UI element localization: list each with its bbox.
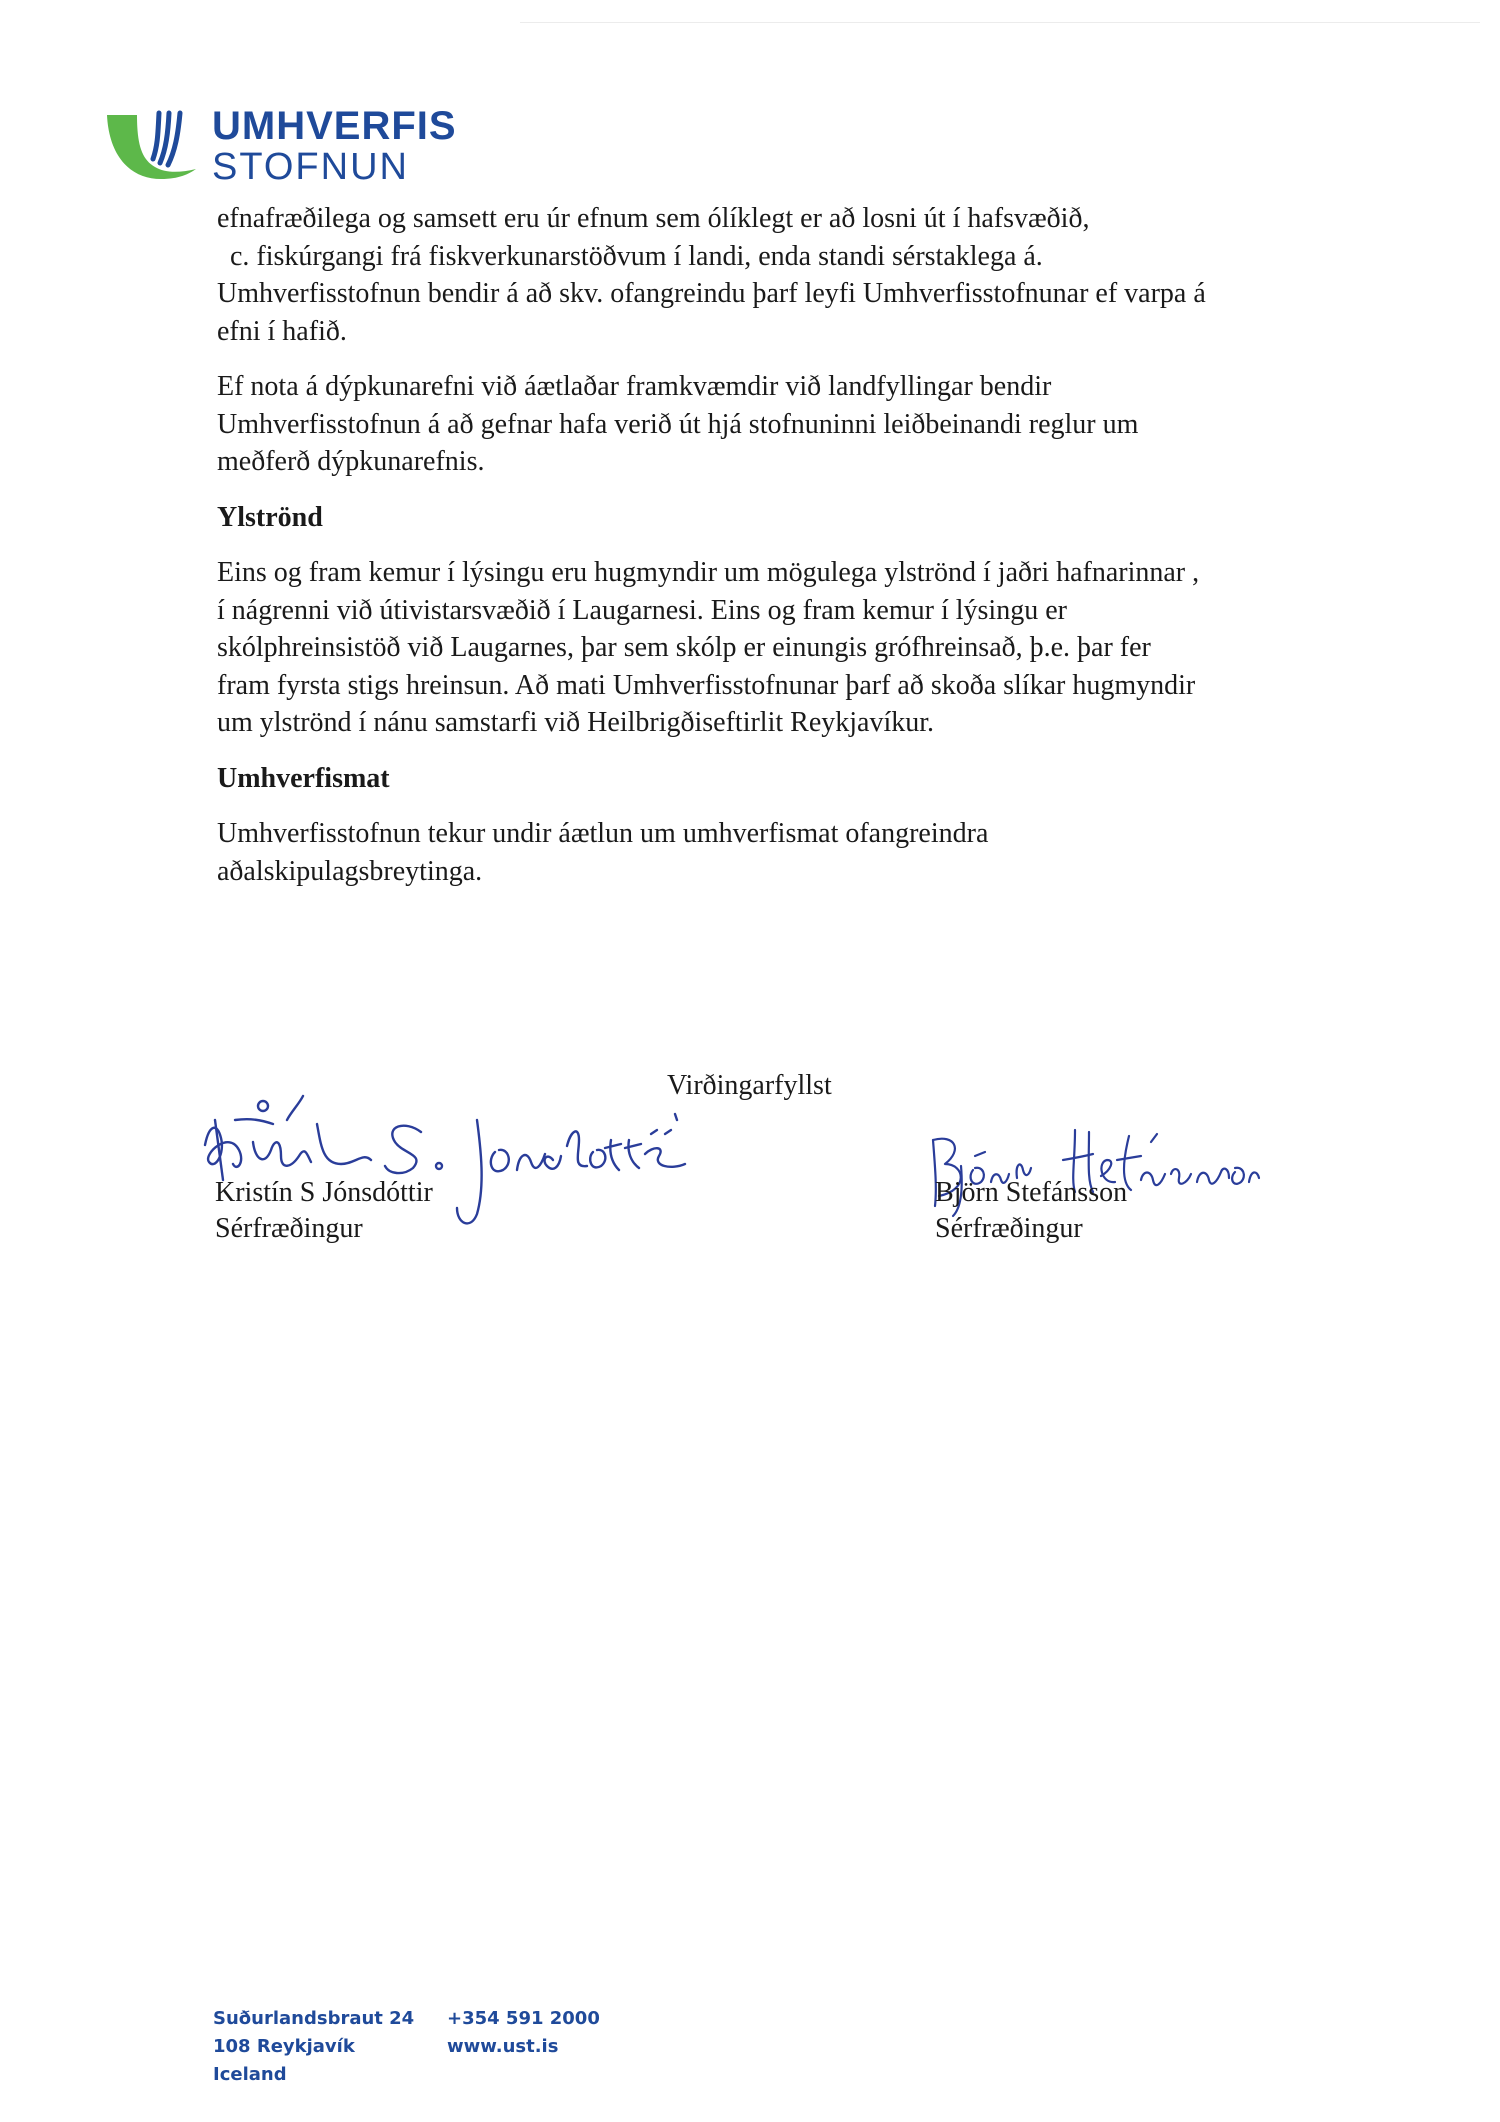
footer-contact xyxy=(447,2005,600,2061)
closing-salutation: Virðingarfyllst xyxy=(667,1070,832,1101)
logo-line-2: STOFNUN xyxy=(212,146,409,188)
scan-edge-line xyxy=(520,22,1480,23)
footer-address-line: Iceland xyxy=(213,2064,287,2085)
logo-mark-icon xyxy=(105,105,210,185)
signatory-1-title: Sérfræðingur xyxy=(215,1213,363,1244)
body-line: Ef nota á dýpkunarefni við áætlaðar framkvæmdir við landfyllingar bendir xyxy=(217,371,1052,402)
body-line: efni í hafið. xyxy=(217,315,347,347)
body-line: um ylströnd í nánu samstarfi við Heilbrigðiseftirlit Reykjavíkur. xyxy=(217,707,935,738)
signatory-1-name: Kristín S Jónsdóttir xyxy=(215,1177,433,1208)
section-heading-umhverfismat: Umhverfismat xyxy=(217,762,390,794)
signatory-2-title: Sérfræðingur xyxy=(935,1213,1083,1244)
body-line: Umhverfisstofnun bendir á að skv. ofangreindu þarf leyfi Umhverfisstofnunar ef varpa á xyxy=(217,278,1206,309)
footer-address-line: 108 Reykjavík xyxy=(213,2036,355,2057)
logo xyxy=(105,104,457,188)
body-line: meðferð dýpkunarefnis. xyxy=(217,446,485,477)
section-heading-ylstrond: Ylströnd xyxy=(217,501,323,533)
logo-line-1: UMHVERFIS xyxy=(212,104,457,148)
footer-phone: +354 591 2000 xyxy=(447,2008,600,2029)
body-line: skólphreinsistöð við Laugarnes, þar sem skólp er einungis grófhreinsað, þ.e. þar fer xyxy=(217,632,1151,663)
body-line: í nágrenni við útivistarsvæðið í Laugarnesi. Eins og fram kemur í lýsingu er xyxy=(217,594,1067,626)
footer-website-link[interactable]: www.ust.is xyxy=(447,2036,559,2057)
footer-address xyxy=(213,2005,414,2089)
body-line: fram fyrsta stigs hreinsun. Að mati Umhverfisstofnunar þarf að skoða slíkar hugmyndir xyxy=(217,669,1196,701)
body-line: Umhverfisstofnun á að gefnar hafa verið út hjá stofnuninni leiðbeinandi reglur um xyxy=(217,408,1139,440)
letter-body xyxy=(217,200,1327,890)
body-line: c. fiskúrgangi frá fiskverkunarstöðvum í landi, enda standi sérstaklega á. xyxy=(230,240,1043,272)
body-line: aðalskipulagsbreytinga. xyxy=(217,855,483,887)
footer-address-line: Suðurlandsbraut 24 xyxy=(213,2008,415,2029)
body-line: Eins og fram kemur í lýsingu eru hugmyndir um mögulega ylströnd í jaðri hafnarinnar , xyxy=(217,557,1200,588)
signatory-2-name: Björn Stefánsson xyxy=(935,1177,1128,1208)
body-line: efnafræðilega og samsett eru úr efnum sem ólíklegt er að losni út í hafsvæðið, xyxy=(217,203,1090,234)
body-line: Umhverfisstofnun tekur undir áætlun um umhverfismat ofangreindra xyxy=(217,818,989,849)
